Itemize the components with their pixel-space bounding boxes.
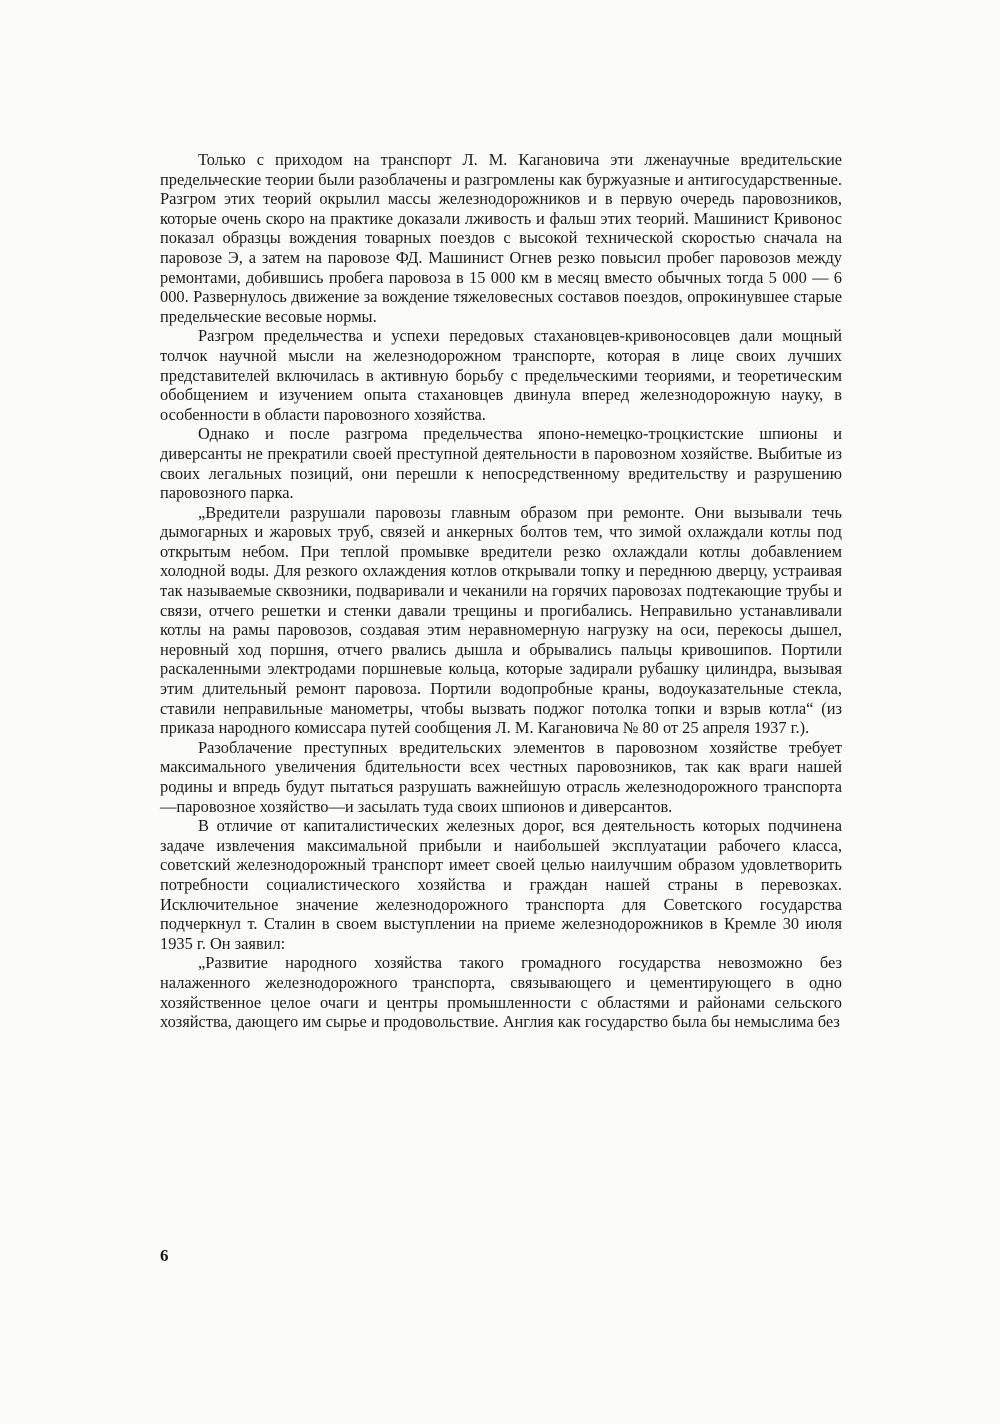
- paragraph-1: Только с приходом на транспорт Л. М. Кагановича эти лженаучные вредительские предельческие теории были разоблачены и разгромлены как буржуазные и антигосударственные. Разгром этих теорий окрылил массы железнодорожников и в первую очередь паровозников, которые очень скоро на практике доказали лживость и фальш этих теорий. Машинист Кривонос показал образцы вождения товарных поездов с высокой технической скоростью сначала на паровозе Э, а затем на паровозе ФД. Машинист Огнев резко повысил пробег паровозов между ремонтами, добившись пробега паровоза в 15 000 км в месяц вместо обычных тогда 5 000 — 6 000. Развернулось движение за вождение тяжеловесных составов поездов, опрокинувшее старые предельческие весовые нормы.: [160, 150, 842, 326]
- paragraph-6: В отличие от капиталистических железных дорог, вся деятельность которых подчинена задаче извлечения максимальной прибыли и наибольшей эксплуатации рабочего класса, советский железнодорожный транспорт имеет своей целью наилучшим образом удовлетворить потребности социалистического хозяйства и граждан нашей страны в перевозках. Исключительное значение железнодорожного транспорта для Советского государства подчеркнул т. Сталин в своем выступлении на приеме железнодорожников в Кремле 30 июля 1935 г. Он заявил:: [160, 816, 842, 953]
- paragraph-4-quote: „Вредители разрушали паровозы главным образом при ремонте. Они вызывали течь дымогарных и жаровых труб, связей и анкерных болтов тем, что зимой охлаждали котлы под открытым небом. При теплой промывке вредители резко охлаждали котлы добавлением холодной воды. Для резкого охлаждения котлов открывали топку и переднюю дверцу, устраивая так называемые сквозники, подваривали и чеканили на горячих паровозах подтекающие трубы и связи, отчего решетки и стенки давали трещины и прогибались. Неправильно устанавливали котлы на рамы паровозов, создавая этим неравномерную нагрузку на оси, перекосы дышел, неровный ход поршня, отчего рвались дышла и обрывались пальцы кривошипов. Портили раскаленными электродами поршневые кольца, которые задирали рубашку цилиндра, вызывая этим длительный ремонт паровоза. Портили водопробные краны, водоуказательные стекла, ставили неправильные манометры, чтобы вызвать поджог потолка топки и взрыв котла“ (из приказа народного комиссара путей сообщения Л. М. Кагановича № 80 от 25 апреля 1937 г.).: [160, 502, 842, 738]
- paragraph-2: Разгром предельчества и успехи передовых стахановцев-кривоносовцев дали мощный толчок научной мысли на железнодорожном транспорте, которая в лице своих лучших представителей включилась в активную борьбу с предельческими теориями, и теоретическим обобщением и изучением опыта стахановцев двинула вперед железнодорожную науку, в особенности в области паровозного хозяйства.: [160, 326, 842, 424]
- paragraph-5: Разоблачение преступных вредительских элементов в паровозном хозяйстве требует максимального увеличения бдительности всех честных паровозников, так как враги нашей родины и впредь будут пытаться разрушать важнейшую отрасль железнодорожного транспорта—паровозное хозяйство—и засылать туда своих шпионов и диверсантов.: [160, 737, 842, 816]
- body-text: [160, 150, 842, 1032]
- page-number: 6: [160, 1246, 169, 1265]
- paragraph-7-quote: „Развитие народного хозяйства такого громадного государства невозможно без налаженного железнодорожного транспорта, связывающего и цементирующего в одно хозяйственное целое очаги и центры промышленности с областями и районами сельского хозяйства, дающего им сырье и продовольствие. Англия как государство была бы немыслима без: [160, 953, 842, 1032]
- paragraph-3: Однако и после разгрома предельчества японо-немецко-троцкистские шпионы и диверсанты не прекратили своей преступной деятельности в паровозном хозяйстве. Выбитые из своих легальных позиций, они перешли к непосредственному вредительству и разрушению паровозного парка.: [160, 424, 842, 503]
